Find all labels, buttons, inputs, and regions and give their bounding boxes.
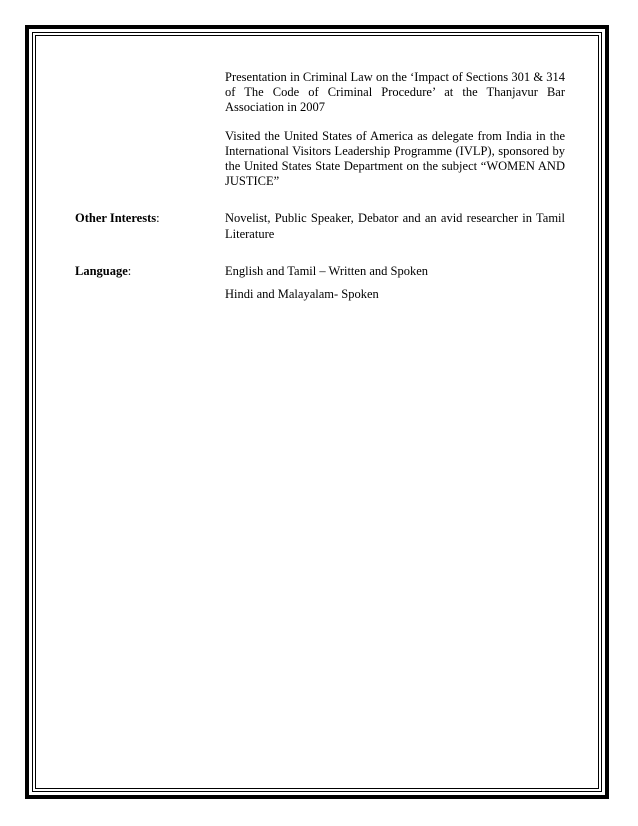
other-interests-values <box>225 211 565 254</box>
other-interests-label: Other Interests: <box>75 211 160 226</box>
activity-paragraph: Visited the United States of America as delegate from India in the International Visitors Leadership Programme (IVLP), sponsored by the United States State Department on the subject “WOMEN AND JUSTICE” <box>225 128 565 189</box>
activity-paragraph: Presentation in Criminal Law on the ‘Impact of Sections 301 & 314 of The Code of Criminal Procedure’ at the Thanjavur Bar Association in 2007 <box>225 70 565 115</box>
spacer <box>75 255 565 264</box>
activities-section <box>75 70 565 202</box>
language-value: Hindi and Malayalam- Spoken <box>225 287 379 302</box>
other-interests-section <box>75 211 565 254</box>
language-section <box>75 264 565 310</box>
activities-values <box>225 70 565 202</box>
language-label: Language: <box>75 263 132 278</box>
language-values <box>225 264 565 310</box>
language-value: English and Tamil – Written and Spoken <box>225 263 428 278</box>
spacer <box>75 202 565 211</box>
other-interests-value: Novelist, Public Speaker, Debator and an avid researcher in Tamil Literature <box>225 211 565 241</box>
document-content <box>75 70 565 310</box>
